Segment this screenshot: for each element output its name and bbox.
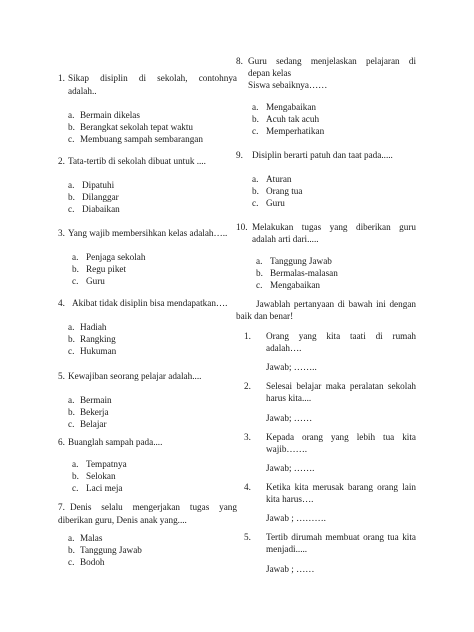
essay-4-line2: kita harus…. [266,494,314,504]
q8-text-line3: Siswa sebaiknya…… [248,80,328,90]
q7-option-b-letter: b. [68,545,75,555]
q2-option-b: Dilanggar [82,192,119,202]
q9-text: Disiplin berarti patuh dan taat pada..... [252,150,393,160]
q6-option-a: Tempatnya [86,459,127,469]
q2-option-c-letter: c. [68,204,75,214]
essay-5-number: 5. [244,532,251,542]
q9-option-c-letter: c. [252,198,259,208]
q4-option-a: Hadiah [80,322,107,332]
q3-text: Yang wajib membersihkan kelas adalah….. [68,228,228,238]
q7-option-b: Tanggung Jawab [80,545,142,555]
essay-3-number: 3. [244,432,251,442]
q8-text-line1: Guru sedang menjelaskan pelajaran di [248,56,416,66]
q1-option-a-letter: a. [68,110,75,120]
q2-number: 2. [58,156,65,166]
q8-option-b-letter: b. [252,114,259,124]
q10-option-a-letter: a. [256,256,263,266]
q7-option-c-letter: c. [68,557,75,567]
essay-1-line1: Orang yang kita taati di rumah [266,331,416,341]
q3-option-b-letter: b. [72,264,79,274]
essay-2-answer: Jawab; …… [266,413,313,423]
q8-option-c-letter: c. [252,126,259,136]
q9-option-a-letter: a. [252,174,259,184]
q7-option-a-letter: a. [68,533,75,543]
q10-option-a: Tanggung Jawab [270,256,332,266]
essay-1-answer: Jawab; …….. [266,362,317,372]
essay-3-line1: Kepada orang yang lebih tua kita [266,432,416,442]
q5-text: Kewajiban seorang pelajar adalah.... [68,371,202,381]
q7-text-line2: diberikan guru, Denis anak yang.... [58,515,187,525]
q10-option-b: Bermalas-malasan [270,268,338,278]
q4-number: 4. [58,298,65,308]
q2-option-a-letter: a. [68,180,75,190]
q1-option-b: Berangkat sekolah tepat waktu [80,122,194,132]
essay-3-line2: wajib……. [266,444,308,454]
q6-option-b-letter: b. [72,471,79,481]
q10-option-c: Mengabaikan [270,280,321,290]
essay-2-line1: Selesai belajar maka peralatan sekolah [266,381,416,391]
q5-option-c: Belajar [80,419,107,429]
q6-option-c: Laci meja [86,483,123,493]
q4-option-c: Hukuman [80,346,117,356]
q7-option-c: Bodoh [80,557,105,567]
q2-text: Tata-tertib di sekolah dibuat untuk .... [68,156,206,166]
q8-option-a: Mengabaikan [266,102,317,112]
q4-option-a-letter: a. [68,322,75,332]
q10-number: 10. [236,222,248,232]
essay-5-line2: menjadi..... [266,544,308,554]
q6-text: Buanglah sampah pada.... [68,437,163,447]
q3-number: 3. [58,228,65,238]
essay-1-number: 1. [244,331,251,341]
q1-number: 1. [58,73,65,83]
essay-5-answer: Jawab ; …… [266,564,315,574]
q9-option-a: Aturan [266,174,292,184]
q3-option-a: Penjaga sekolah [86,252,146,262]
q4-option-b: Rangking [80,334,116,344]
q5-option-a: Bermain [80,395,112,405]
q2-option-c: Diabaikan [82,204,120,214]
essay-3-answer: Jawab; ……. [266,463,315,473]
q4-option-c-letter: c. [68,346,75,356]
q1-option-c-letter: c. [68,134,75,144]
q10-text-line2: adalah arti dari..... [252,234,319,244]
q1-text-line1: Sikap disiplin di sekolah, contohnya [68,73,237,83]
q8-option-a-letter: a. [252,102,259,112]
q7-option-a: Malas [80,533,103,543]
q9-option-b-letter: b. [252,186,259,196]
q8-number: 8. [236,56,243,66]
q9-option-b: Orang tua [266,186,303,196]
essay-4-answer: Jawab ; ………. [266,513,326,523]
q1-text-line2: adalah.. [68,86,97,96]
q4-option-b-letter: b. [68,334,75,344]
q5-option-b-letter: b. [68,407,75,417]
q5-option-b: Bekerja [80,407,109,417]
q10-text-line1: Melakukan tugas yang diberikan guru [252,222,416,232]
q3-option-c: Guru [86,276,105,286]
essay-instruction-line1: Jawablah pertanyaan di bawah ini dengan [256,299,416,309]
q9-option-c: Guru [266,198,285,208]
q3-option-a-letter: a. [72,252,79,262]
essay-2-line2: harus kita.... [266,393,312,403]
q5-option-a-letter: a. [68,395,75,405]
q1-option-b-letter: b. [68,122,75,132]
q3-option-b: Regu piket [86,264,127,274]
essay-4-number: 4. [244,482,251,492]
q2-option-a: Dipatuhi [82,180,115,190]
q1-option-a: Bermain dikelas [80,110,140,120]
q10-option-c-letter: c. [256,280,263,290]
essay-instruction-line2: baik dan benar! [236,311,294,321]
essay-5-line1: Tertib dirumah membuat orang tua kita [266,532,416,542]
q5-option-c-letter: c. [68,419,75,429]
q8-option-c: Memperhatikan [266,126,325,136]
q7-text-line1: Denis selalu mengerjakan tugas yang [70,502,237,512]
q3-option-c-letter: c. [72,276,79,286]
q6-option-a-letter: a. [72,459,79,469]
essay-4-line1: Ketika kita merusak barang orang lain [266,482,416,492]
q1-option-c: Membuang sampah sembarangan [80,134,203,144]
q8-option-b: Acuh tak acuh [266,114,320,124]
q9-number: 9. [236,150,243,160]
q4-text: Akibat tidak disiplin bisa mendapatkan…. [72,298,228,308]
essay-1-line2: adalah…. [266,343,302,353]
q7-number: 7. [58,502,65,512]
q6-option-b: Selokan [86,471,116,481]
q5-number: 5. [58,371,65,381]
essay-2-number: 2. [244,381,251,391]
q2-option-b-letter: b. [68,192,75,202]
q10-option-b-letter: b. [256,268,263,278]
q8-text-line2: depan kelas [248,68,292,78]
q6-option-c-letter: c. [72,483,79,493]
q6-number: 6. [58,437,65,447]
